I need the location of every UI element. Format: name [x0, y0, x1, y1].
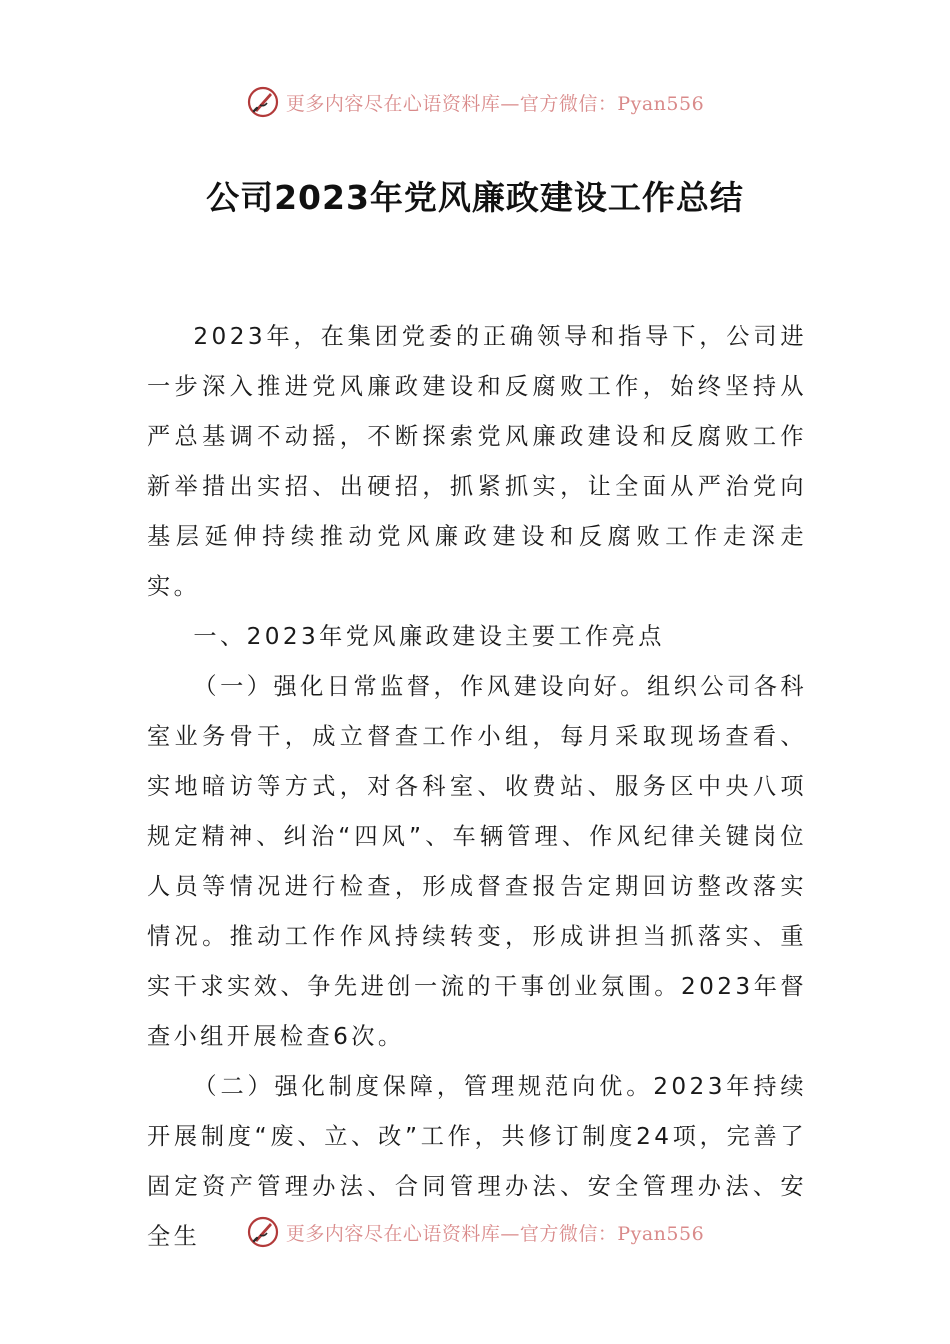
paragraph-intro: 2023年，在集团党委的正确领导和指导下，公司进一步深入推进党风廉政建设和反腐败工作，始终坚持从严总基调不动摇，不断探索党风廉政建设和反腐败工作新举措出实招、出硬招，抓紧抓实，让全面从严治党向基层延伸持续推动党风廉政建设和反腐败工作走深走实。: [147, 323, 807, 600]
footer-watermark-banner: [0, 1210, 950, 1254]
quill-pen-logo-icon: [246, 1215, 280, 1249]
paragraph-institution: （二）强化制度保障，管理规范向优。2023年持续开展制度“废、立、改”工作，共修订制度24项，完善了固定资产管理办法、合同管理办法、安全管理办法、安全生: [147, 1073, 807, 1250]
header-watermark-banner: [0, 80, 950, 124]
document-title: 公司2023年党风廉政建设工作总结: [206, 178, 744, 217]
watermark-text: 更多内容尽在心语资料库—官方微信：Pyan556: [285, 1222, 705, 1245]
document-body: [147, 312, 807, 1262]
watermark-text: 更多内容尽在心语资料库—官方微信：Pyan556: [285, 92, 705, 115]
section-heading: 一、2023年党风廉政建设主要工作亮点: [193, 623, 665, 650]
quill-pen-logo-icon: [246, 85, 280, 119]
paragraph-supervision: （一）强化日常监督，作风建设向好。组织公司各科室业务骨干，成立督查工作小组，每月采取现场查看、实地暗访等方式，对各科室、收费站、服务区中央八项规定精神、纠治“四风”、车辆管理、作风纪律关键岗位人员等情况进行检查，形成督查报告定期回访整改落实情况。推动工作作风持续转变，形成讲担当抓落实、重实干求实效、争先进创一流的干事创业氛围。2023年督查小组开展检查6次。: [147, 673, 807, 1050]
